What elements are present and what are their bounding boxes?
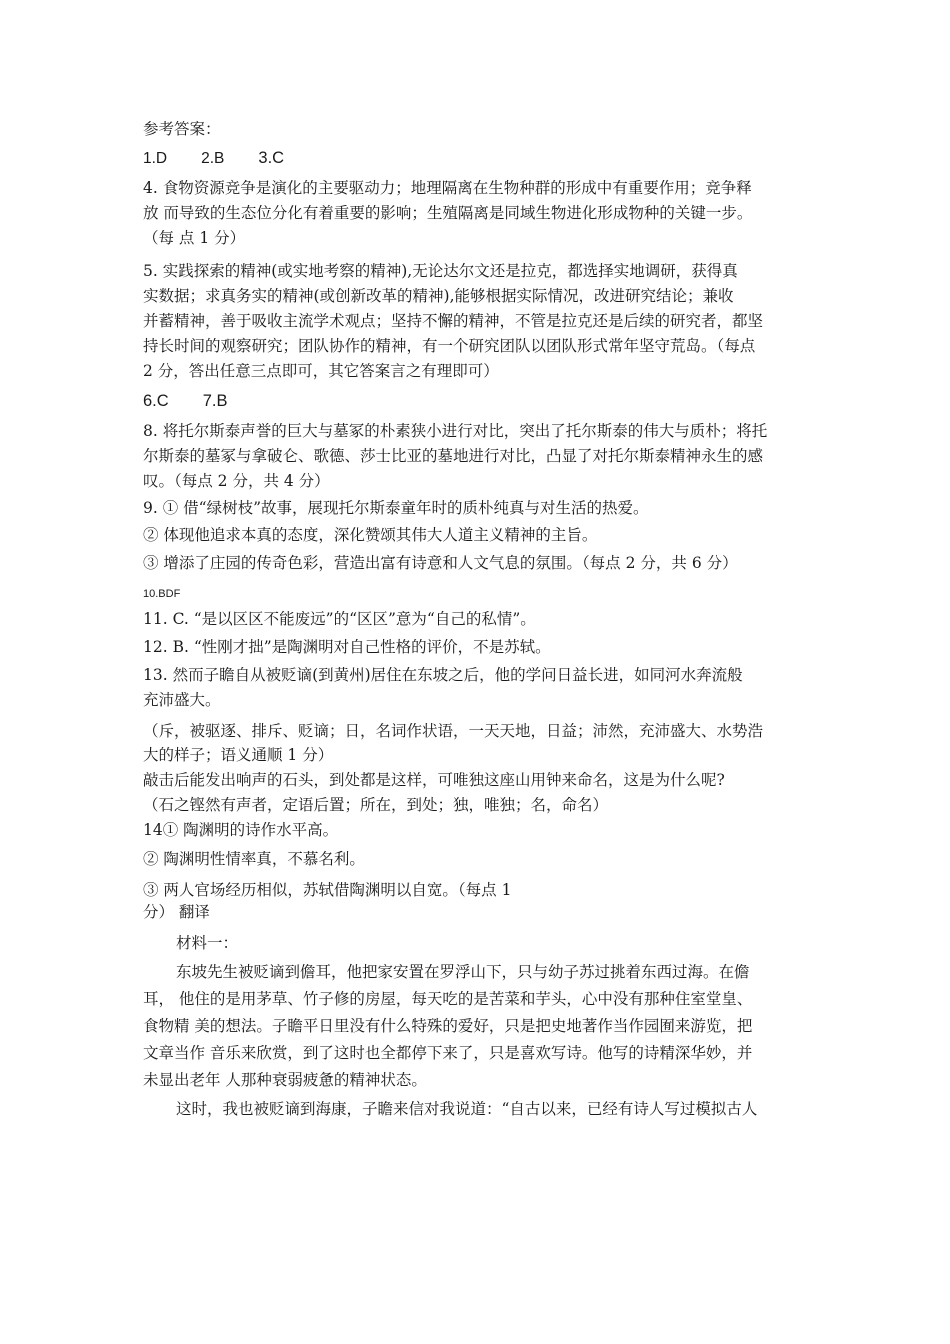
answers-1-3 — [143, 146, 284, 171]
answer-6: 6.C — [143, 392, 169, 410]
q13-line-2: 充沛盛大。 — [143, 691, 221, 709]
q13-line-4: 大的样子；语义通顺 1 分） — [143, 746, 334, 764]
q5-line-5: 2 分，答出任意三点即可，其它答案言之有理即可） — [143, 362, 499, 380]
q9-line-2: ② 体现他追求本真的态度，深化赞颂其伟大人道主义精神的主旨。 — [143, 526, 598, 544]
q8-line-1: 8. 将托尔斯泰声誉的巨大与墓冢的朴素狭小进行对比，突出了托尔斯泰的伟大与质朴；将托 — [143, 422, 768, 440]
q14-line-2: ② 陶渊明性情率真，不慕名利。 — [143, 850, 365, 868]
q4-line-2: 放 而导致的生态位分化有着重要的影响；生殖隔离是同域生物进化形成物种的关键一步。 — [143, 204, 753, 222]
q14-line-1: 14① 陶渊明的诗作水平高。 — [143, 821, 339, 839]
q14-line-4: 分） 翻译 — [143, 903, 210, 921]
q5-line-1: 5. 实践探索的精神(或实地考察的精神),无论达尔文还是拉克，都选择实地调研，获得真 — [143, 262, 738, 280]
answer-2: 2.B — [201, 150, 225, 167]
q13-line-6: （石之铿然有声者，定语后置；所在，到处；独，唯独；名，命名） — [143, 796, 609, 814]
q13-line-1: 13. 然而子瞻自从被贬谪(到黄州)居住在东坡之后，他的学问日益长进，如同河水奔流般 — [143, 666, 743, 684]
q4-line-1: 4. 食物资源竞争是演化的主要驱动力；地理隔离在生物种群的形成中有重要作用；竞争释 — [143, 179, 752, 197]
q9-line-3: ③ 增添了庄园的传奇色彩，营造出富有诗意和人文气息的氛围。（每点 2 分，共 6 分） — [143, 554, 738, 572]
answer-7: 7.B — [202, 392, 228, 410]
answer-heading: 参考答案： — [143, 120, 221, 138]
q14-line-3: ③ 两人官场经历相似，苏轼借陶渊明以自宽。（每点 1 — [143, 881, 512, 899]
q12-answer: 12. B. “性刚才拙”是陶渊明对自己性格的评价，不是苏轼。 — [143, 638, 551, 656]
translation-line-4: 文章当作 音乐来欣赏，到了这时也全都停下来了，只是喜欢写诗。他写的诗精深华妙，并 — [143, 1044, 753, 1062]
answer-3: 3.C — [258, 149, 285, 167]
q10-answer: 10.BDF — [143, 588, 181, 600]
q13-line-5: 敲击后能发出响声的石头，到处都是这样，可唯独这座山用钟来命名，这是为什么呢? — [143, 771, 725, 789]
translation-material-label: 材料一： — [176, 934, 239, 952]
q5-line-2: 实数据；求真务实的精神(或创新改革的精神),能够根据实际情况，改进研究结论；兼收 — [143, 287, 734, 305]
q5-line-4: 持长时间的观察研究；团队协作的精神，有一个研究团队以团队形式常年坚守荒岛。（每点 — [143, 337, 756, 355]
q11-answer: 11. C. “是以区区不能废远”的“区区”意为“自己的私情”。 — [143, 610, 536, 628]
answer-1: 1.D — [143, 150, 168, 167]
q5-line-3: 并蓄精神，善于吸收主流学术观点；坚持不懈的精神，不管是拉克还是后续的研究者，都坚 — [143, 312, 764, 330]
q4-line-3: （每 点 1 分） — [143, 229, 246, 247]
translation-line-2: 耳， 他住的是用茅草、竹子修的房屋，每天吃的是苦菜和芋头，心中没有那种住室堂皇、 — [143, 990, 753, 1008]
q8-line-3: 叹。（每点 2 分，共 4 分） — [143, 472, 330, 490]
answers-6-7 — [143, 389, 227, 413]
translation-line-5: 未显出老年 人那种衰弱疲惫的精神状态。 — [143, 1071, 427, 1089]
translation-line-1: 东坡先生被贬谪到儋耳，他把家安置在罗浮山下，只与幼子苏过挑着东西过海。在儋 — [176, 963, 750, 981]
translation-line-3: 食物精 美的想法。子瞻平日里没有什么特殊的爱好，只是把史地著作当作园囿来游览，把 — [143, 1017, 753, 1035]
q13-line-3: （斥，被驱逐、排斥、贬谪；日，名词作状语，一天天地，日益；沛然，充沛盛大、水势浩 — [143, 722, 764, 740]
q9-line-1: 9. ① 借“绿树枝”故事，展现托尔斯泰童年时的质朴纯真与对生活的热爱。 — [143, 499, 649, 517]
translation-line-6: 这时，我也被贬谪到海康，子瞻来信对我说道：“自古以来，已经有诗人写过模拟古人 — [176, 1100, 758, 1118]
q8-line-2: 尔斯泰的墓冢与拿破仑、歌德、莎士比亚的墓地进行对比，凸显了对托尔斯泰精神永生的感 — [143, 447, 764, 465]
